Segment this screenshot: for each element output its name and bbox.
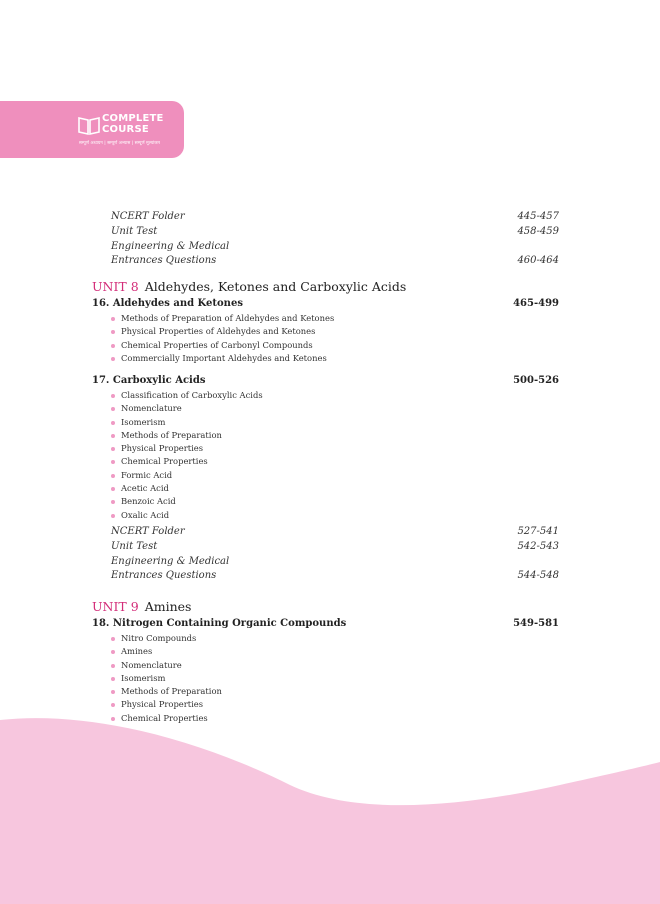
ncert-folder-pages: 445-457 <box>517 211 559 222</box>
topic-item: Isomerism <box>111 416 263 429</box>
topic-item: Methods of Preparation of Aldehydes and Ketones <box>111 312 334 325</box>
topic-item: Isomerism <box>111 672 222 685</box>
topic-item: Chemical Properties of Carbonyl Compounds <box>111 339 334 352</box>
entrance-questions-label-line1: Engineering & Medical <box>111 241 230 252</box>
open-book-icon <box>78 115 100 135</box>
topic-item: Chemical Properties <box>111 455 263 468</box>
topic-item: Classification of Carboxylic Acids <box>111 389 263 402</box>
topic-item: Physical Properties <box>111 698 222 711</box>
topic-item: Commercially Important Aldehydes and Ketones <box>111 352 334 365</box>
topic-item: Nomenclature <box>111 402 263 415</box>
chapter-pages: 500-526 <box>513 375 559 386</box>
unit-number: UNIT 9 <box>92 599 139 614</box>
topic-list <box>111 312 334 365</box>
topic-list <box>111 389 263 522</box>
ncert-folder-label: NCERT Folder <box>111 526 185 537</box>
unit-heading <box>92 279 406 294</box>
chapter-title: 18. Nitrogen Containing Organic Compounds <box>92 618 347 629</box>
unit-number: UNIT 8 <box>92 279 139 294</box>
topic-item: Amines <box>111 645 222 658</box>
topic-item: Oxalic Acid <box>111 509 263 522</box>
decorative-wave <box>0 700 660 904</box>
unit-heading <box>92 599 191 614</box>
unit-test-pages: 458-459 <box>517 226 559 237</box>
entrance-questions-label-line2: Entrances Questions <box>111 255 217 266</box>
chapter-title: 17. Carboxylic Acids <box>92 375 206 386</box>
topic-item: Chemical Properties <box>111 712 222 725</box>
topic-item: Methods of Preparation <box>111 685 222 698</box>
unit-test-pages: 542-543 <box>517 541 559 552</box>
unit-test-label: Unit Test <box>111 226 158 237</box>
entrance-questions-pages: 544-548 <box>517 570 559 581</box>
entrance-questions-label-line1: Engineering & Medical <box>111 556 230 567</box>
ncert-folder-label: NCERT Folder <box>111 211 185 222</box>
topic-item: Nomenclature <box>111 659 222 672</box>
unit-test-label: Unit Test <box>111 541 158 552</box>
topic-item: Nitro Compounds <box>111 632 222 645</box>
entrance-questions-label-line2: Entrances Questions <box>111 570 217 581</box>
chapter-pages: 465-499 <box>513 298 559 309</box>
topic-item: Benzoic Acid <box>111 495 263 508</box>
chapter-title: 16. Aldehydes and Ketones <box>92 298 243 309</box>
topic-item: Formic Acid <box>111 469 263 482</box>
logo-line-complete: COMPLETE <box>102 113 164 124</box>
entrance-questions-pages: 460-464 <box>517 255 559 266</box>
unit-title: Amines <box>144 599 192 614</box>
topic-item: Physical Properties of Aldehydes and Ketones <box>111 325 334 338</box>
ncert-folder-pages: 527-541 <box>517 526 559 537</box>
chapter-pages: 549-581 <box>513 618 559 629</box>
topic-item: Physical Properties <box>111 442 263 455</box>
topic-item: Methods of Preparation <box>111 429 263 442</box>
logo-tagline: सम्पूर्ण अध्ययन | सम्पूर्ण अभ्यास | सम्पूर्ण मूल्यांकन <box>79 140 161 145</box>
logo-text <box>102 114 164 135</box>
topic-item: Acetic Acid <box>111 482 263 495</box>
unit-title: Aldehydes, Ketones and Carboxylic Acids <box>144 279 407 294</box>
logo-line-course: COURSE <box>102 123 149 135</box>
